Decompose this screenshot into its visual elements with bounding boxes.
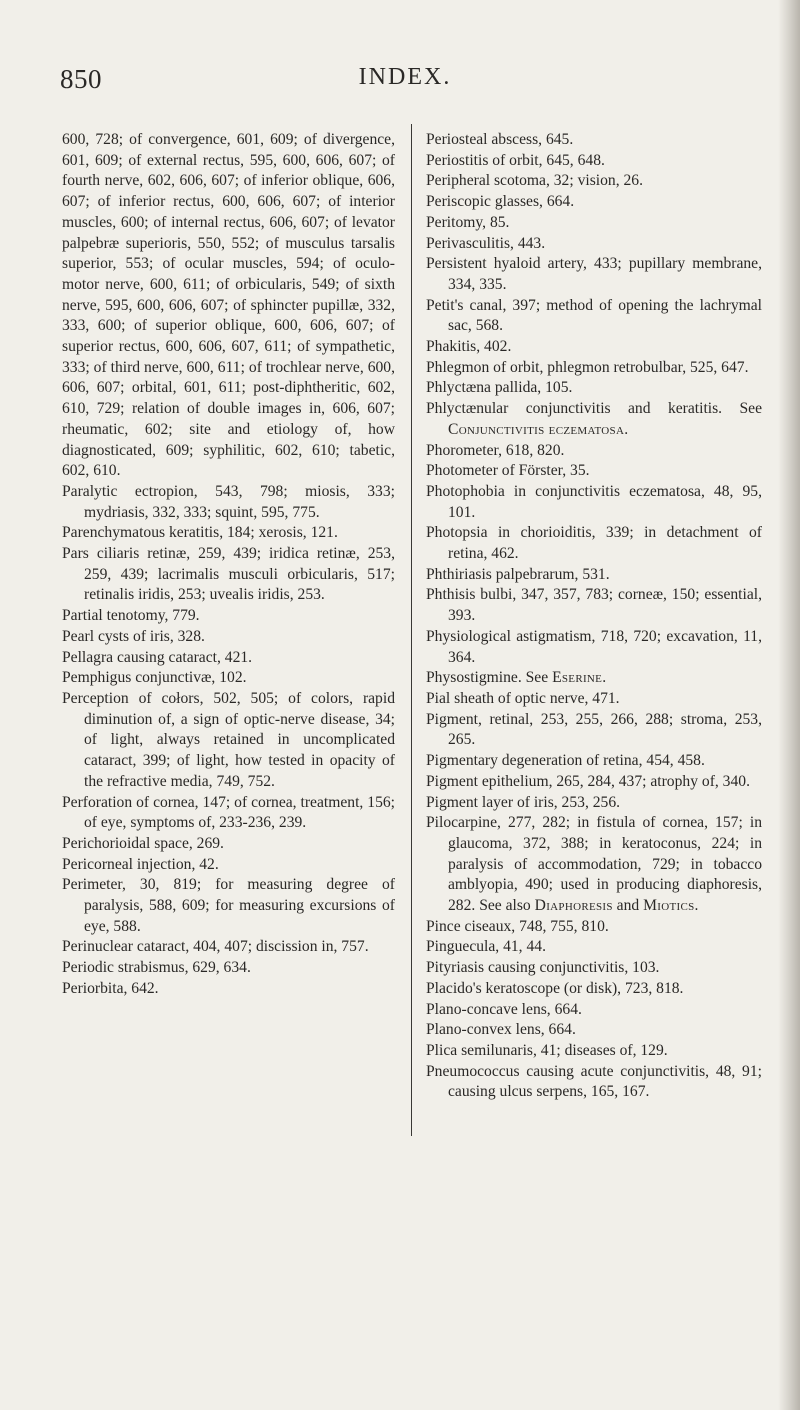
index-entry: Parenchymatous keratitis, 184; xerosis, 121. bbox=[62, 524, 338, 542]
page-edge-shadow bbox=[778, 0, 800, 1410]
index-entry: Pemphigus conjunctivæ, 102. bbox=[62, 669, 247, 687]
cross-reference: Conjunctivitis eczematosa bbox=[448, 420, 625, 438]
page-number: 850 bbox=[60, 64, 102, 94]
cross-reference: Miotics bbox=[643, 897, 695, 915]
index-entry: Phlegmon of orbit, phlegmon retrobulbar, 525, 647. bbox=[426, 358, 749, 376]
cross-reference: Diaphoresis bbox=[534, 897, 613, 915]
left-column bbox=[62, 130, 395, 1000]
index-entry: Pars ciliaris retinæ, 259, 439; iridica retinæ, 253, 259, 439; lacrimalis musculi orbicularis, 517; retinalis iridis, 253; uvealis iridis, 253. bbox=[62, 545, 395, 604]
cross-reference-join: and bbox=[612, 897, 644, 915]
entry-text: Pilocarpine, 277, 282; in fistula of cornea, 157; in glaucoma, 372, 388; in keratoconus, 224; in paralysis of accommodation, 729; in tobacco amblyopia, 490; used in producing diaphoresis, 282. See also bbox=[426, 814, 762, 915]
index-entry: Perimeter, 30, 819; for measuring degree of paralysis, 588, 609; for measuring excursions of eye, 588. bbox=[62, 876, 395, 935]
index-entry: Phorometer, 618, 820. bbox=[426, 441, 565, 459]
entry-period: . bbox=[602, 669, 607, 687]
page-header bbox=[60, 64, 750, 104]
index-entry: Placido's keratoscope (or disk), 723, 818. bbox=[426, 979, 684, 997]
entry-period: . bbox=[624, 420, 629, 438]
right-column bbox=[426, 130, 762, 1103]
index-entry: Plano-concave lens, 664. bbox=[426, 1000, 582, 1018]
index-entry: 600, 728; of convergence, 601, 609; of divergence, 601, 609; of external rectus, 595, 600, 606, 607; of fourth nerve, 602, 606, 607; of inferior oblique, 606, 607; of inferior rectus, 600, 606, 607; of interior muscles, 600; of internal rectus, 606, 607; of levator palpebræ superioris, 550, 552; of musculus tarsalis superior, 553; of ocular muscles, 594; of oculo-motor nerve, 600, 611; of orbicularis, 549; of sixth nerve, 595, 600, 606, 607; of sphincter pupillæ, 332, 333, 600; of superior oblique, 600, 606, 607; of superior rectus, 600, 606, 607, 611; of sympathetic, 333; of third nerve, 600, 611; of trochlear nerve, 600, 606, 607; orbital, 601, 611; post-diphtheritic, 602, 610, 729; relation of double images in, 606, 607; rheumatic, 602; site and etiology of, how diagnosticated, 609; syphilitic, 602, 610; tabetic, 602, 610. bbox=[62, 131, 395, 480]
index-entry: Peripheral scotoma, 32; vision, 26. bbox=[426, 172, 643, 190]
index-entry: Periorbita, 642. bbox=[62, 979, 159, 997]
index-entry bbox=[426, 668, 762, 689]
index-entry: Photometer of Förster, 35. bbox=[426, 462, 590, 480]
cross-reference: Eserine bbox=[552, 669, 603, 687]
index-entry: Pneumococcus causing acute conjunctivitis, 48, 91; causing ulcus serpens, 165, 167. bbox=[426, 1062, 762, 1101]
index-entry: Persistent hyaloid artery, 433; pupillary membrane, 334, 335. bbox=[426, 255, 762, 293]
index-entry: Pigment, retinal, 253, 255, 266, 288; stroma, 253, 265. bbox=[426, 710, 762, 749]
index-entry: Partial tenotomy, 779. bbox=[62, 607, 200, 625]
index-entry: Phthiriasis palpebrarum, 531. bbox=[426, 565, 610, 583]
index-entry: Pigment layer of iris, 253, 256. bbox=[426, 793, 621, 811]
index-entry: Peritomy, 85. bbox=[426, 213, 510, 231]
index-entry: Plica semilunaris, 41; diseases of, 129. bbox=[426, 1041, 668, 1059]
entry-text: Phlyctænular conjunctivitis and keratitis. See bbox=[426, 400, 762, 418]
index-entry: Perivasculitis, 443. bbox=[426, 234, 546, 252]
index-entry: Pinguecula, 41, 44. bbox=[426, 938, 546, 956]
index-entry: Perception of cołors, 502, 505; of colors, rapid diminution of, a sign of optic-nerve disease, 34; of light, always retained in uncomplicated cataract, 399; of light, how tested in opacity of the refractive media, 749, 752. bbox=[62, 689, 395, 790]
index-entry: Phakitis, 402. bbox=[426, 338, 512, 356]
index-entry bbox=[426, 813, 762, 917]
index-entry: Pellagra causing cataract, 421. bbox=[62, 648, 253, 666]
index-entry: Photophobia in conjunctivitis eczematosa, 48, 95, 101. bbox=[426, 482, 762, 521]
index-entry: Phlyctæna pallida, 105. bbox=[426, 379, 573, 397]
index-entry: Perforation of cornea, 147; of cornea, treatment, 156; of eye, symptoms of, 233-236, 239. bbox=[62, 793, 395, 832]
index-entry: Periodic strabismus, 629, 634. bbox=[62, 959, 251, 977]
index-entry: Pigmentary degeneration of retina, 454, 458. bbox=[426, 752, 705, 770]
index-entry: Pial sheath of optic nerve, 471. bbox=[426, 689, 620, 707]
index-entry: Periostitis of orbit, 645, 648. bbox=[426, 151, 605, 169]
index-entry: Pearl cysts of iris, 328. bbox=[62, 627, 205, 645]
index-entry: Physiological astigmatism, 718, 720; excavation, 11, 364. bbox=[426, 627, 762, 666]
index-entry: Pince ciseaux, 748, 755, 810. bbox=[426, 917, 609, 935]
index-entry: Photopsia in chorioiditis, 339; in detachment of retina, 462. bbox=[426, 524, 762, 563]
index-entry: Pericorneal injection, 42. bbox=[62, 855, 219, 873]
index-entry: Phthisis bulbi, 347, 357, 783; corneæ, 150; essential, 393. bbox=[426, 586, 762, 625]
index-entry bbox=[426, 399, 762, 440]
entry-text: Physostigmine. See bbox=[426, 669, 549, 687]
index-entry: Pityriasis causing conjunctivitis, 103. bbox=[426, 959, 660, 977]
index-entry: Petit's canal, 397; method of opening the lachrymal sac, 568. bbox=[426, 296, 762, 335]
column-divider bbox=[411, 124, 412, 1136]
index-entry: Perichorioidal space, 269. bbox=[62, 834, 224, 852]
page-title: INDEX. bbox=[358, 64, 452, 90]
index-entry: Periscopic glasses, 664. bbox=[426, 193, 575, 211]
index-entry: Periosteal abscess, 645. bbox=[426, 131, 574, 148]
index-entry: Perinuclear cataract, 404, 407; discission in, 757. bbox=[62, 938, 369, 956]
index-entry: Plano-convex lens, 664. bbox=[426, 1021, 576, 1039]
entry-period: . bbox=[694, 897, 699, 915]
index-entry: Paralytic ectropion, 543, 798; miosis, 333; mydriasis, 332, 333; squint, 595, 775. bbox=[62, 482, 395, 521]
index-entry: Pigment epithelium, 265, 284, 437; atrophy of, 340. bbox=[426, 772, 750, 790]
